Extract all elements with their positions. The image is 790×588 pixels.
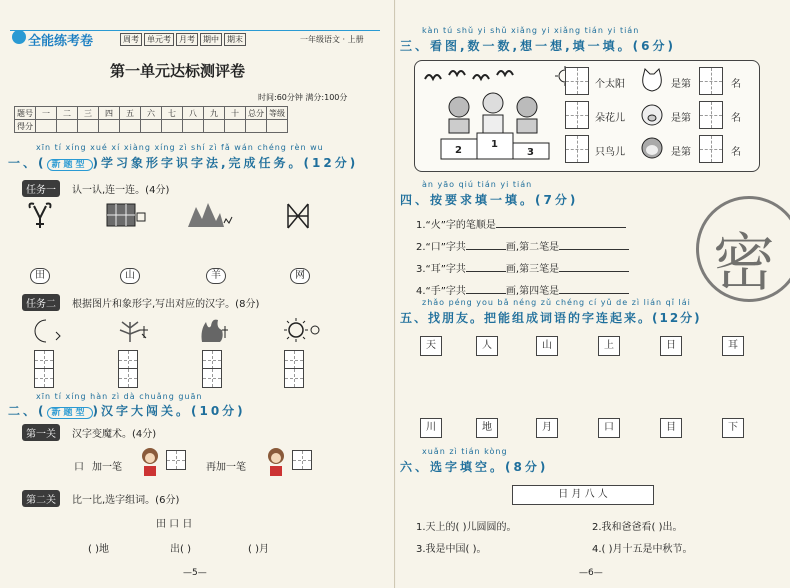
podium-number: 2 <box>455 145 462 156</box>
page-number: —5— <box>183 568 207 578</box>
brand-logo-icon <box>12 30 26 44</box>
gate2-text: 比一比,选字组词。(6分) <box>72 495 180 506</box>
word-char-top[interactable]: 上 <box>598 336 620 356</box>
tree-pictogram-icon <box>116 318 152 344</box>
new-type-badge: 新题型 <box>47 159 93 171</box>
table-row <box>15 107 288 120</box>
animals-podium-icon <box>435 91 555 163</box>
sun-pictogram-icon <box>282 316 320 344</box>
count-label: 个太阳 <box>595 79 625 90</box>
writing-grid[interactable] <box>34 350 54 370</box>
sec1-pinyin: xīn tí xíng xué xí xiàng xíng zì shí zì fǎ wán chéng rèn wu <box>36 143 324 152</box>
table-cell: 二 <box>57 107 78 120</box>
sec2-title <box>8 402 246 419</box>
table-cell[interactable] <box>225 120 246 133</box>
word-char-top[interactable]: 山 <box>536 336 558 356</box>
writing-grid[interactable] <box>292 450 312 470</box>
table-cell[interactable] <box>99 120 120 133</box>
gate2-blank[interactable]: ( )地 <box>88 544 109 555</box>
char-option[interactable]: 羊 <box>206 268 226 284</box>
answer-line[interactable] <box>466 249 506 250</box>
task2-tag: 任务二 <box>22 294 60 311</box>
writing-grid[interactable] <box>284 368 304 388</box>
word-char-bottom[interactable]: 下 <box>722 418 744 438</box>
field-pictogram-icon <box>106 203 146 229</box>
grade-label: 一年级语文 · 上册 <box>300 35 364 44</box>
podium-number: 1 <box>491 139 498 150</box>
podium-number: 3 <box>527 147 534 158</box>
count-label: 朵花儿 <box>595 113 625 124</box>
sec1-title-suffix: )学习象形字识字法,完成任务。(12分) <box>92 156 359 170</box>
answer-line[interactable] <box>466 271 506 272</box>
answer-box[interactable] <box>565 101 589 129</box>
writing-grid[interactable] <box>118 368 138 388</box>
rank-suffix: 名 <box>731 79 741 90</box>
sec3-picture-box <box>414 60 760 172</box>
rank-prefix: 是第 <box>671 113 691 124</box>
writing-grid[interactable] <box>118 350 138 370</box>
table-cell: 六 <box>141 107 162 120</box>
table-cell[interactable] <box>246 120 267 133</box>
sec6-options: 日 月 八 人 <box>512 485 654 505</box>
sec4-item-text: 3.“耳”字共 <box>416 264 466 275</box>
add-one-text: 加一笔 <box>92 462 122 473</box>
sec4-item <box>416 260 629 275</box>
right-page <box>396 0 790 588</box>
answer-line[interactable] <box>559 271 629 272</box>
task2-text: 根据图片和象形字,写出对应的汉字。(8分) <box>72 299 260 310</box>
header-tab: 期末 <box>224 33 246 46</box>
answer-box[interactable] <box>565 135 589 163</box>
writing-grid[interactable] <box>166 450 186 470</box>
rank-suffix: 名 <box>731 147 741 158</box>
sec4-pinyin: àn yāo qiú tián yi tián <box>422 180 533 189</box>
sec2-pinyin: xīn tí xíng hàn zì dà chuǎng guān <box>36 392 203 401</box>
table-cell: 等级 <box>267 107 288 120</box>
new-type-badge: 新题型 <box>47 407 93 419</box>
girl-cartoon-icon <box>264 446 288 478</box>
page-number: —6— <box>579 568 603 578</box>
page-title: 第一单元达标测评卷 <box>110 62 246 80</box>
writing-grid[interactable] <box>284 350 304 370</box>
answer-box[interactable] <box>565 67 589 95</box>
table-cell[interactable] <box>120 120 141 133</box>
sec3-pinyin: kàn tú shǔ yi shǔ xiǎng yi xiǎng tián yi tián <box>422 26 640 35</box>
word-char-top[interactable]: 日 <box>660 336 682 356</box>
table-cell: 一 <box>36 107 57 120</box>
fire-pictogram-icon <box>198 316 232 344</box>
header-tab: 月考 <box>176 33 198 46</box>
kou-char: 口 <box>74 462 84 473</box>
sec4-item-text: 2.“口”字共 <box>416 242 466 253</box>
table-cell: 五 <box>120 107 141 120</box>
writing-grid[interactable] <box>34 368 54 388</box>
rank-prefix: 是第 <box>671 147 691 158</box>
table-cell[interactable] <box>162 120 183 133</box>
rank-suffix: 名 <box>731 113 741 124</box>
answer-line[interactable] <box>559 293 629 294</box>
sec4-item-mid: 画,第四笔是 <box>505 286 560 297</box>
answer-line[interactable] <box>496 227 626 228</box>
table-cell[interactable] <box>204 120 225 133</box>
moon-pictogram-icon <box>32 318 62 344</box>
sec4-item <box>416 282 629 297</box>
gate2-options: 田 口 日 <box>156 519 193 530</box>
table-cell: 得分 <box>15 120 36 133</box>
sec4-item-text: 4.“手”字共 <box>416 286 466 297</box>
sheep-pictogram-icon <box>26 200 54 230</box>
word-char-bottom[interactable]: 口 <box>598 418 620 438</box>
sec5-pinyin: zhǎo péng you bǎ néng zǔ chéng cí yǔ de zì lián qǐ lái <box>422 298 691 307</box>
rank-prefix: 是第 <box>671 79 691 90</box>
gate1-tag: 第一关 <box>22 424 60 441</box>
sec6-title: 六、选字填空。(8分) <box>400 460 549 474</box>
sec4-item <box>416 216 626 231</box>
word-char-bottom[interactable]: 川 <box>420 418 442 438</box>
monkey-face-icon <box>639 135 665 161</box>
table-cell: 总分 <box>246 107 267 120</box>
gate1-text: 汉字变魔术。(4分) <box>72 429 157 440</box>
sec6-pinyin: xuǎn zì tián kòng <box>422 447 508 456</box>
pig-face-icon <box>639 101 665 127</box>
char-option[interactable]: 田 <box>30 268 50 284</box>
sec4-item <box>416 238 629 253</box>
word-char-top[interactable]: 耳 <box>722 336 744 356</box>
score-table <box>14 106 288 133</box>
answer-box[interactable] <box>699 101 723 129</box>
cat-face-icon <box>639 67 665 93</box>
sec4-item-mid: 画,第二笔是 <box>505 242 560 253</box>
table-cell[interactable] <box>36 120 57 133</box>
writing-grid[interactable] <box>202 368 222 388</box>
word-char-bottom[interactable]: 地 <box>476 418 498 438</box>
girl-cartoon-icon <box>138 446 162 478</box>
sec2-title-suffix: )汉字大闯关。(10分) <box>92 404 246 418</box>
table-cell: 四 <box>99 107 120 120</box>
mountain-pictogram-icon <box>186 201 234 229</box>
table-cell: 九 <box>204 107 225 120</box>
answer-box[interactable] <box>699 135 723 163</box>
birds-icon <box>421 65 541 87</box>
sec5-title: 五、找朋友。把能组成词语的字连起来。(12分) <box>400 311 702 325</box>
answer-line[interactable] <box>466 293 506 294</box>
table-cell[interactable] <box>78 120 99 133</box>
table-cell[interactable] <box>267 120 288 133</box>
sec6-question[interactable]: 4.( )月十五是中秋节。 <box>592 544 693 555</box>
word-char-bottom[interactable]: 目 <box>660 418 682 438</box>
table-cell: 题号 <box>15 107 36 120</box>
sec6-question[interactable]: 3.我是中国( )。 <box>416 544 487 555</box>
answer-line[interactable] <box>559 249 629 250</box>
table-cell: 八 <box>183 107 204 120</box>
stamp-char: 密 <box>713 226 776 299</box>
header-tab: 单元考 <box>144 33 174 46</box>
table-cell[interactable] <box>141 120 162 133</box>
add-one-again-text: 再加一笔 <box>206 462 246 473</box>
answer-box[interactable] <box>699 67 723 95</box>
header-tabs <box>120 33 246 46</box>
exam-meta: 时间:60分钟 满分:100分 <box>258 93 348 102</box>
table-cell: 七 <box>162 107 183 120</box>
table-row <box>15 120 288 133</box>
word-char-bottom[interactable]: 月 <box>536 418 558 438</box>
sec4-item-mid: 画,第三笔是 <box>505 264 560 275</box>
table-cell[interactable] <box>57 120 78 133</box>
table-cell[interactable] <box>183 120 204 133</box>
net-pictogram-icon <box>284 200 312 230</box>
sec6-question[interactable]: 1.天上的( )儿圆圆的。 <box>416 522 517 533</box>
task1-tag: 任务一 <box>22 180 60 197</box>
confidential-stamp <box>696 196 790 302</box>
sec2-title-prefix: 二、( <box>8 404 47 418</box>
sec1-title-prefix: 一、( <box>8 156 47 170</box>
table-cell: 十 <box>225 107 246 120</box>
word-char-top[interactable]: 人 <box>476 336 498 356</box>
word-char-top[interactable]: 天 <box>420 336 442 356</box>
gate2-tag: 第二关 <box>22 490 60 507</box>
task1-text: 认一认,连一连。(4分) <box>72 185 170 196</box>
gate2-blank[interactable]: ( )月 <box>248 544 269 555</box>
gate2-blank[interactable]: 出( ) <box>170 544 191 555</box>
sec1-title <box>8 154 358 171</box>
header-tab: 期中 <box>200 33 222 46</box>
table-cell: 三 <box>78 107 99 120</box>
char-option[interactable]: 网 <box>290 268 310 284</box>
sec4-title: 四、按要求填一填。(7分) <box>400 193 579 207</box>
header-tab: 周考 <box>120 33 142 46</box>
sec4-item-text: 1.“火”字的笔顺是 <box>416 220 496 231</box>
count-label: 只鸟儿 <box>595 147 625 158</box>
sec6-question[interactable]: 2.我和爸爸看( )出。 <box>592 522 683 533</box>
char-option[interactable]: 山 <box>120 268 140 284</box>
writing-grid[interactable] <box>202 350 222 370</box>
brand-name: 全能练考卷 <box>28 34 94 49</box>
sec3-title: 三、看图,数一数,想一想,填一填。(6分) <box>400 39 676 53</box>
